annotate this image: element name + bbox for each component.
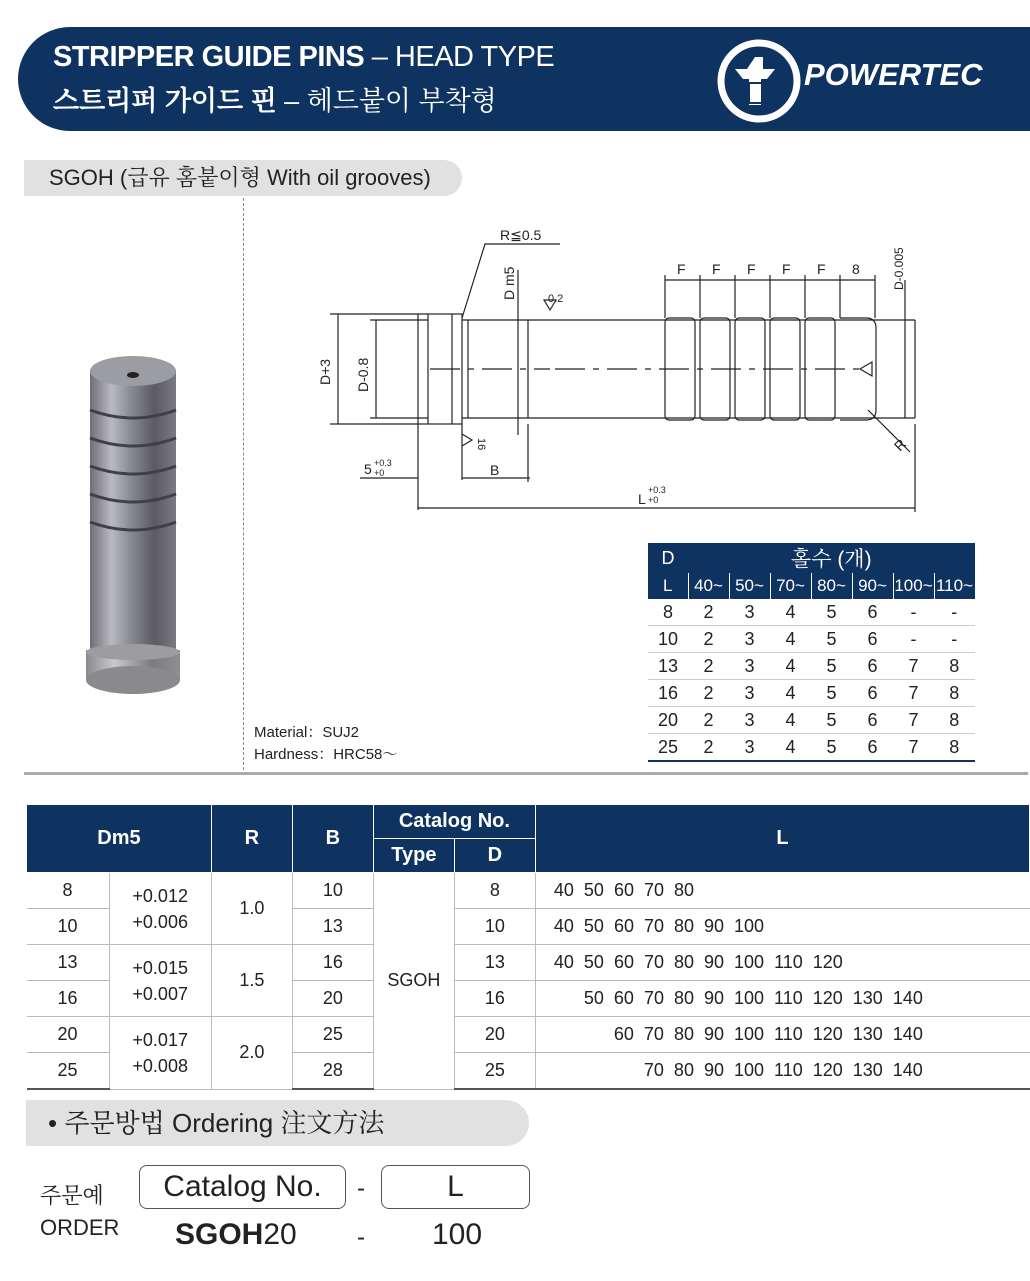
groove-cell: 6 bbox=[852, 707, 893, 734]
tolerance-lower: +0.007 bbox=[132, 983, 188, 1004]
b-cell: 13 bbox=[292, 909, 373, 945]
l-cell: 40 50 60 70 80 90 100 bbox=[535, 909, 1029, 945]
d-header: D bbox=[454, 839, 535, 873]
groove-cell: 3 bbox=[729, 707, 770, 734]
groove-row-d: 10 bbox=[648, 626, 688, 653]
tolerance-cell bbox=[109, 1017, 211, 1090]
r-cell: 2.0 bbox=[211, 1017, 292, 1090]
groove-cell: 5 bbox=[811, 680, 852, 707]
order-label-kr: 주문예 bbox=[40, 1183, 104, 1208]
groove-cell: 3 bbox=[729, 653, 770, 680]
groove-cell: 2 bbox=[688, 599, 729, 626]
groove-cell: 3 bbox=[729, 599, 770, 626]
page-title: STRIPPER GUIDE PINS – HEAD TYPE bbox=[53, 41, 555, 73]
groove-cell: 4 bbox=[770, 734, 811, 762]
b-cell: 10 bbox=[292, 873, 373, 909]
groove-table-row bbox=[648, 707, 975, 734]
header-banner bbox=[18, 27, 1030, 131]
groove-cell: - bbox=[893, 599, 934, 626]
l-cell: 40 50 60 70 80 bbox=[535, 873, 1029, 909]
groove-cell: 2 bbox=[688, 734, 729, 762]
b-cell: 28 bbox=[292, 1053, 373, 1090]
groove-cell: 4 bbox=[770, 707, 811, 734]
groove-table-title: 홀수 (개) bbox=[688, 543, 975, 573]
vertical-divider bbox=[243, 198, 244, 770]
groove-table-row bbox=[648, 680, 975, 707]
d-cell: 8 bbox=[454, 873, 535, 909]
d-minus-label: D-0.8 bbox=[355, 357, 371, 392]
corner-bottom: L bbox=[648, 573, 688, 599]
catalog-header: Catalog No. bbox=[373, 805, 535, 839]
corner-top: D bbox=[648, 543, 688, 573]
roughness-label: 0.2 bbox=[548, 293, 564, 305]
groove-cell: - bbox=[934, 599, 975, 626]
groove-cell: - bbox=[893, 626, 934, 653]
d-cell: 20 bbox=[454, 1017, 535, 1053]
groove-cell: 6 bbox=[852, 680, 893, 707]
type-header: Type bbox=[373, 839, 454, 873]
brand-name: POWERTEC bbox=[804, 57, 983, 92]
l-label: L bbox=[638, 491, 646, 507]
spec-table bbox=[26, 804, 1030, 1090]
groove-cell: 4 bbox=[770, 626, 811, 653]
groove-row-d: 13 bbox=[648, 653, 688, 680]
tolerance-upper: +0.017 bbox=[132, 1029, 188, 1050]
type-cell: SGOH bbox=[373, 873, 454, 1090]
groove-count-table bbox=[648, 543, 975, 762]
technical-drawing bbox=[300, 220, 930, 530]
groove-col-header: 110~ bbox=[934, 573, 975, 599]
order-example-label bbox=[40, 1180, 119, 1244]
groove-cell: 6 bbox=[852, 734, 893, 762]
groove-cell: 8 bbox=[934, 680, 975, 707]
page-subtitle: 스트리퍼 가이드 핀 – 헤드붙이 부착형 bbox=[53, 86, 497, 116]
groove-col-header: 100~ bbox=[893, 573, 934, 599]
groove-row-d: 20 bbox=[648, 707, 688, 734]
material-line: Material：SUJ2 bbox=[254, 724, 360, 741]
f-label-1: F bbox=[677, 261, 686, 277]
l-cell: 60 70 80 90 100 110 120 130 140 bbox=[535, 1017, 1029, 1053]
groove-cell: 7 bbox=[893, 653, 934, 680]
l-cell: 40 50 60 70 80 90 100 110 120 bbox=[535, 945, 1029, 981]
order-dash: - bbox=[357, 1175, 365, 1202]
b-header: B bbox=[292, 805, 373, 873]
tolerance-upper: +0.015 bbox=[132, 957, 188, 978]
l-cell: 70 80 90 100 110 120 130 140 bbox=[535, 1053, 1029, 1090]
d-cell: 10 bbox=[454, 909, 535, 945]
radius-label: R≦0.5 bbox=[500, 227, 542, 243]
l-tol-plus: +0.3 bbox=[648, 485, 666, 495]
d-cell: 25 bbox=[454, 1053, 535, 1090]
groove-cell: 2 bbox=[688, 680, 729, 707]
groove-cell: 3 bbox=[729, 680, 770, 707]
example-catalog: SGOH20 bbox=[175, 1218, 297, 1251]
groove-cell: 7 bbox=[893, 734, 934, 762]
groove-cell: 5 bbox=[811, 734, 852, 762]
groove-cell: 6 bbox=[852, 626, 893, 653]
groove-cell: 5 bbox=[811, 653, 852, 680]
horizontal-divider bbox=[24, 772, 1028, 775]
groove-cell: 8 bbox=[934, 734, 975, 762]
d-cell: 16 bbox=[454, 981, 535, 1017]
guide-pin-image bbox=[80, 350, 190, 698]
groove-col-header: 70~ bbox=[770, 573, 811, 599]
example-l: 100 bbox=[432, 1218, 483, 1251]
r-end-label: R bbox=[890, 435, 910, 455]
dm5-header: Dm5 bbox=[27, 805, 212, 873]
groove-cell: 7 bbox=[893, 707, 934, 734]
groove-cell: 5 bbox=[811, 599, 852, 626]
groove-cell: 4 bbox=[770, 680, 811, 707]
groove-cell: 6 bbox=[852, 599, 893, 626]
dm5-cell: 13 bbox=[27, 945, 110, 981]
groove-row-d: 25 bbox=[648, 734, 688, 762]
groove-cell: - bbox=[934, 626, 975, 653]
groove-table-row bbox=[648, 599, 975, 626]
groove-row-d: 16 bbox=[648, 680, 688, 707]
f-label-2: F bbox=[712, 261, 721, 277]
tolerance-upper: +0.012 bbox=[132, 885, 188, 906]
spec-table-row bbox=[27, 1017, 1030, 1053]
groove-col-header: 50~ bbox=[729, 573, 770, 599]
dm5-cell: 20 bbox=[27, 1017, 110, 1053]
f-label-3: F bbox=[747, 261, 756, 277]
groove-col-header: 80~ bbox=[811, 573, 852, 599]
section-label: SGOH (급유 홈붙이형 With oil grooves) bbox=[24, 160, 462, 196]
groove-cell: 8 bbox=[934, 707, 975, 734]
b-cell: 25 bbox=[292, 1017, 373, 1053]
tolerance-lower: +0.006 bbox=[132, 911, 188, 932]
five-tol-zero: +0 bbox=[374, 468, 385, 478]
groove-cell: 5 bbox=[811, 626, 852, 653]
roughness2-label: 16 bbox=[475, 438, 487, 451]
b-cell: 20 bbox=[292, 981, 373, 1017]
ordering-section-title: • 주문방법 Ordering 注文方法 bbox=[26, 1100, 529, 1146]
groove-cell: 2 bbox=[688, 653, 729, 680]
f-label-5: F bbox=[817, 261, 826, 277]
l-tol-zero: +0 bbox=[648, 495, 659, 505]
spec-table-row bbox=[27, 945, 1030, 981]
material-spec bbox=[254, 722, 397, 766]
groove-col-header: 90~ bbox=[852, 573, 893, 599]
groove-cell: 4 bbox=[770, 653, 811, 680]
tolerance-cell bbox=[109, 873, 211, 945]
tolerance-cell bbox=[109, 945, 211, 1017]
five-tol-plus: +0.3 bbox=[374, 458, 392, 468]
groove-cell: 7 bbox=[893, 680, 934, 707]
spec-table-row bbox=[27, 873, 1030, 909]
catalog-no-box: Catalog No. bbox=[139, 1165, 346, 1209]
dm5-cell: 25 bbox=[27, 1053, 110, 1090]
groove-table-row bbox=[648, 734, 975, 762]
d-tol-label: D-0.005 bbox=[892, 247, 906, 290]
powertec-logo-icon bbox=[715, 37, 803, 125]
b-cell: 16 bbox=[292, 945, 373, 981]
eight-label: 8 bbox=[852, 261, 860, 277]
d-cell: 13 bbox=[454, 945, 535, 981]
dm5-label: D m5 bbox=[501, 266, 517, 300]
groove-col-header: 40~ bbox=[688, 573, 729, 599]
groove-cell: 4 bbox=[770, 599, 811, 626]
groove-cell: 5 bbox=[811, 707, 852, 734]
groove-row-d: 8 bbox=[648, 599, 688, 626]
dm5-cell: 16 bbox=[27, 981, 110, 1017]
dm5-cell: 8 bbox=[27, 873, 110, 909]
r-cell: 1.5 bbox=[211, 945, 292, 1017]
groove-table-row bbox=[648, 626, 975, 653]
r-cell: 1.0 bbox=[211, 873, 292, 945]
groove-cell: 8 bbox=[934, 653, 975, 680]
dm5-cell: 10 bbox=[27, 909, 110, 945]
r-header: R bbox=[211, 805, 292, 873]
hardness-line: Hardness：HRC58～ bbox=[254, 746, 398, 763]
five-label: 5 bbox=[364, 461, 372, 477]
example-dash: - bbox=[357, 1224, 365, 1251]
l-cell: 50 60 70 80 90 100 110 120 130 140 bbox=[535, 981, 1029, 1017]
groove-cell: 6 bbox=[852, 653, 893, 680]
tolerance-lower: +0.008 bbox=[132, 1055, 188, 1076]
f-label-4: F bbox=[782, 261, 791, 277]
groove-table-row bbox=[648, 653, 975, 680]
l-header: L bbox=[535, 805, 1029, 873]
b-label: B bbox=[490, 462, 500, 478]
order-label-en: ORDER bbox=[40, 1215, 120, 1240]
l-box: L bbox=[381, 1165, 530, 1209]
groove-cell: 3 bbox=[729, 626, 770, 653]
groove-cell: 2 bbox=[688, 707, 729, 734]
groove-cell: 3 bbox=[729, 734, 770, 762]
d-plus3-label: D+3 bbox=[317, 358, 333, 385]
groove-cell: 2 bbox=[688, 626, 729, 653]
